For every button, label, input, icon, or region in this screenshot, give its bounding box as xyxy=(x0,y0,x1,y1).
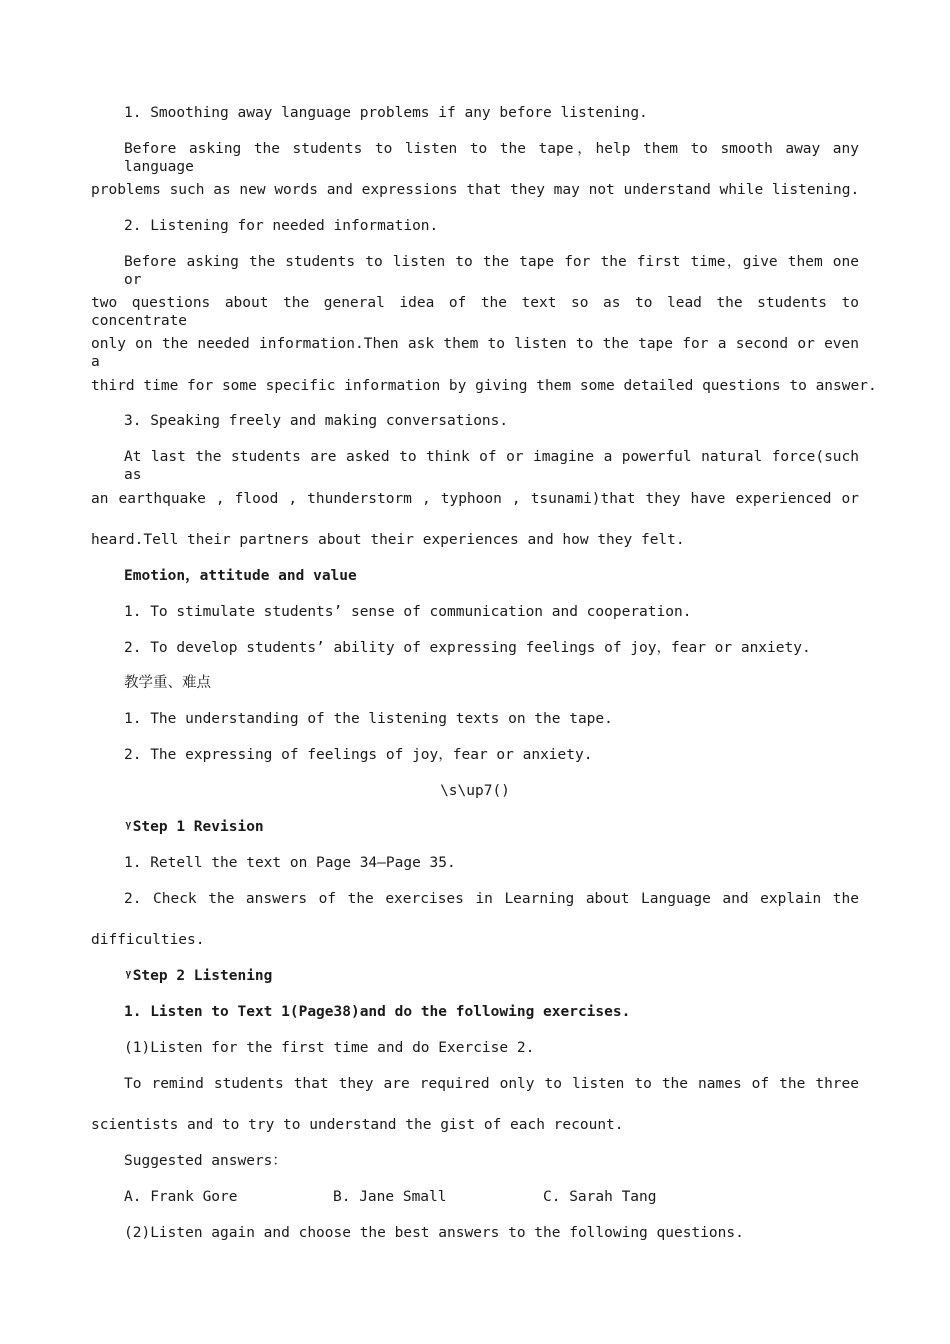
step-1-heading: ᵞStep 1 Revision xyxy=(124,819,264,835)
paragraph-line: (1)Listen for the first time and do Exercise 2. xyxy=(124,1040,535,1056)
paragraph-line: difficulties. xyxy=(91,932,205,948)
paragraph-line: third time for some specific information by giving them some detailed questions to answer. xyxy=(91,378,877,394)
list-item: 1. The understanding of the listening texts on the tape. xyxy=(124,711,613,727)
list-item: 1. Retell the text on Page 34—Page 35. xyxy=(124,855,456,871)
paragraph-line: an earthquake , flood , thunderstorm , typhoon , tsunami)that they have experienced or xyxy=(91,491,859,507)
answer-options xyxy=(124,1188,859,1206)
step-marker-icon: ᵞ xyxy=(124,819,133,835)
subsection-heading: 1. Listen to Text 1(Page38)and do the following exercises. xyxy=(124,1004,631,1020)
list-item: 1. To stimulate students’ sense of communication and cooperation. xyxy=(124,604,692,620)
paragraph-line: (2)Listen again and choose the best answers to the following questions. xyxy=(124,1225,744,1241)
answer-option: A. Frank Gore xyxy=(124,1189,238,1205)
field-code: \s\up7() xyxy=(440,783,510,799)
paragraph-line: scientists and to try to understand the gist of each recount. xyxy=(91,1117,624,1133)
list-item: 2. The expressing of feelings of joy，fear or anxiety. xyxy=(124,747,593,763)
answer-option: B. Jane Small xyxy=(333,1189,447,1205)
section-heading-emotion: Emotion，attitude and value xyxy=(124,568,357,584)
objective-3: 3. Speaking freely and making conversations. xyxy=(124,413,509,429)
section-heading-key-points: 教学重、难点 xyxy=(124,675,211,691)
step-2-heading: ᵞStep 2 Listening xyxy=(124,968,273,984)
answer-option: C. Sarah Tang xyxy=(543,1189,657,1205)
paragraph-line: problems such as new words and expressions that they may not understand while listening. xyxy=(91,182,860,198)
step-marker-icon: ᵞ xyxy=(124,968,133,984)
paragraph-line: only on the needed information.Then ask them to listen to the tape for a second or even a xyxy=(91,336,859,370)
paragraph-line: At last the students are asked to think of or imagine a powerful natural force(such as xyxy=(124,449,859,483)
paragraph-line: Before asking the students to listen to the tape，help them to smooth away any language xyxy=(124,141,859,175)
paragraph-line: two questions about the general idea of the text so as to lead the students to concentrate xyxy=(91,295,859,329)
objective-1: 1. Smoothing away language problems if any before listening. xyxy=(124,105,648,121)
objective-2: 2. Listening for needed information. xyxy=(124,218,439,234)
list-item: 2. To develop students’ ability of expressing feelings of joy，fear or anxiety. xyxy=(124,640,811,656)
suggested-answers-label: Suggested answers： xyxy=(124,1153,287,1169)
paragraph-line: To remind students that they are required only to listen to the names of the three xyxy=(124,1076,859,1092)
paragraph-line: 2. Check the answers of the exercises in Learning about Language and explain the xyxy=(124,891,859,907)
paragraph-line: Before asking the students to listen to the tape for the first time，give them one or xyxy=(124,254,859,288)
paragraph-line: heard.Tell their partners about their experiences and how they felt. xyxy=(91,532,685,548)
